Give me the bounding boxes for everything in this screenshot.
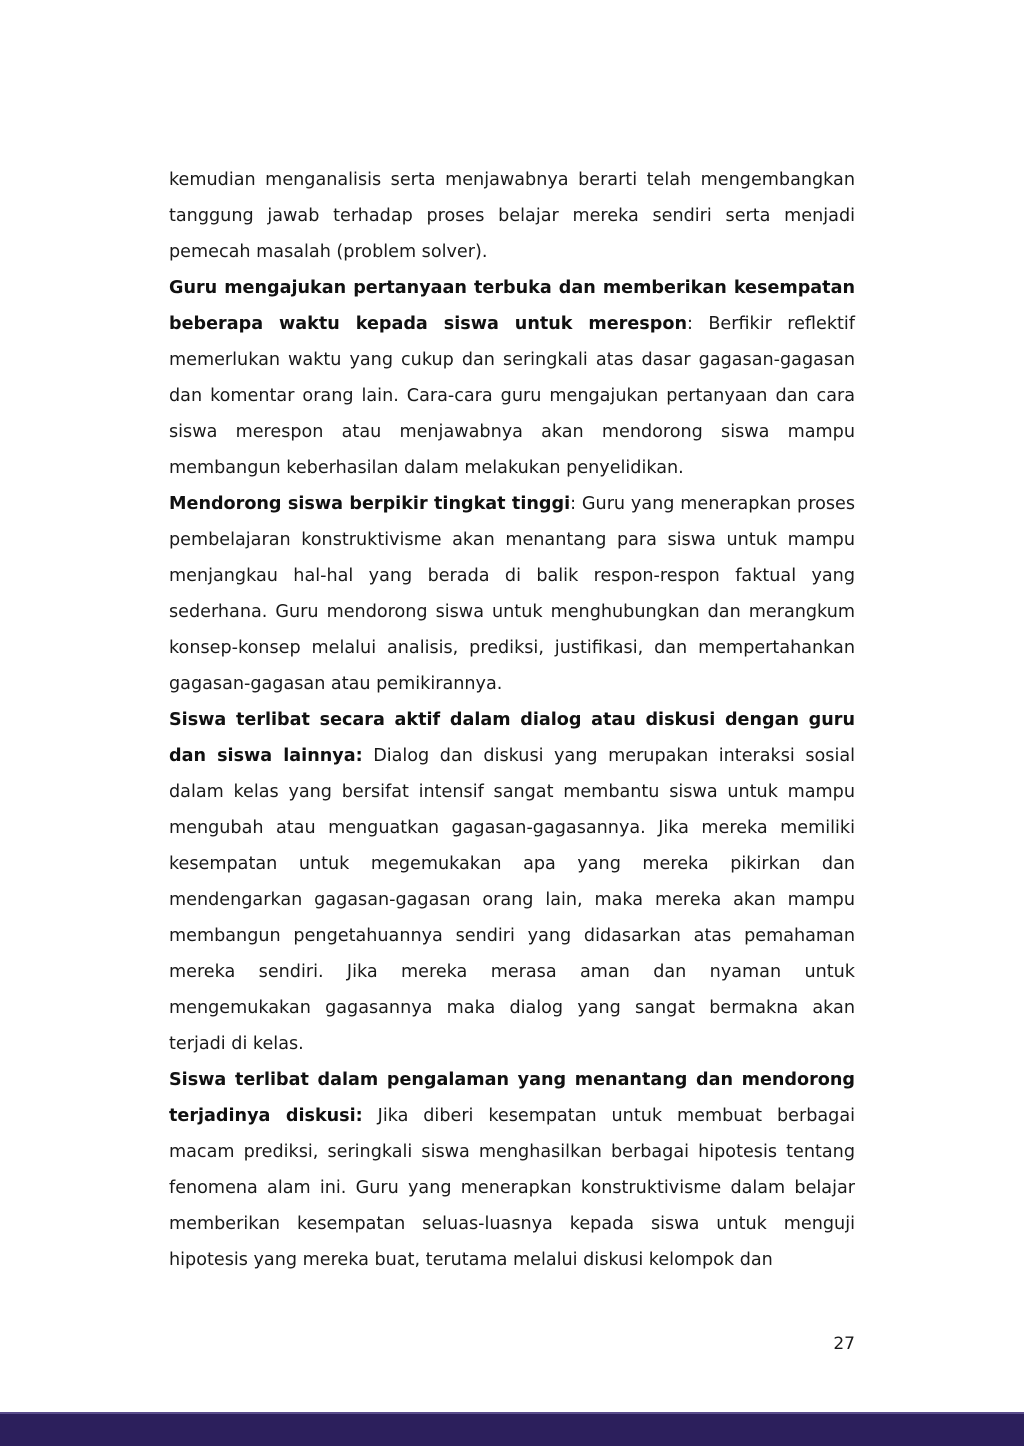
- paragraph-lead: Mendorong siswa berpikir tingkat tinggi: [169, 494, 571, 514]
- paragraph-higher-order-thinking: [169, 486, 855, 702]
- paragraph-separator: [363, 1106, 378, 1126]
- paragraph-lead: Guru mengajukan pertanyaan terbuka dan memberikan kesempatan beberapa waktu kepada siswa untuk merespon: [169, 278, 855, 334]
- page-body: [169, 162, 855, 1278]
- paragraph-text: Jika diberi kesempatan untuk membuat berbagai macam prediksi, seringkali siswa menghasilkan berbagai hipotesis tentang fenomena alam ini. Guru yang menerapkan konstruktivisme dalam belajar memberikan kesempatan seluas-luasnya kepada siswa untuk menguji hipotesis yang mereka buat, terutama melalui diskusi kelompok dan: [169, 1106, 855, 1270]
- paragraph-text: Guru yang menerapkan proses pembelajaran konstruktivisme akan menantang para siswa untuk mampu menjangkau hal-hal yang berada di balik respon-respon faktual yang sederhana. Guru mendorong siswa untuk menghubungkan dan merangkum konsep-konsep melalui analisis, prediksi, justifikasi, dan mempertahankan gagasan-gagasan atau pemikirannya.: [169, 494, 855, 694]
- paragraph-active-dialog: [169, 702, 855, 1062]
- paragraph-separator: :: [570, 494, 582, 514]
- paragraph-separator: [363, 746, 374, 766]
- page-number: 27: [833, 1334, 855, 1354]
- paragraph-lead: Siswa terlibat dalam pengalaman yang menantang dan mendorong terjadinya diskusi:: [169, 1070, 855, 1126]
- paragraph-open-questions: [169, 270, 855, 486]
- paragraph-continuation: [169, 162, 855, 270]
- paragraph-text: Dialog dan diskusi yang merupakan interaksi sosial dalam kelas yang bersifat intensif sangat membantu siswa untuk mampu mengubah atau menguatkan gagasan-gagasannya. Jika mereka memiliki kesempatan untuk megemukakan apa yang mereka pikirkan dan mendengarkan gagasan-gagasan orang lain, maka mereka akan mampu membangun pengetahuannya sendiri yang didasarkan atas pemahaman mereka sendiri. Jika mereka merasa aman dan nyaman untuk mengemukakan gagasannya maka dialog yang sangat bermakna akan terjadi di kelas.: [169, 746, 855, 1054]
- paragraph-text: Berfikir reflektif memerlukan waktu yang cukup dan seringkali atas dasar gagasan-gagasan dan komentar orang lain. Cara-cara guru mengajukan pertanyaan dan cara siswa merespon atau menjawabnya akan mendorong siswa mampu membangun keberhasilan dalam melakukan penyelidikan.: [169, 314, 856, 478]
- paragraph-lead: Siswa terlibat secara aktif dalam dialog atau diskusi dengan guru dan siswa lainnya:: [169, 710, 855, 766]
- paragraph-separator: :: [686, 314, 709, 334]
- paragraph-text: kemudian menganalisis serta menjawabnya berarti telah mengembangkan tanggung jawab terhadap proses belajar mereka sendiri serta menjadi pemecah masalah (problem solver).: [169, 170, 855, 262]
- paragraph-challenging-experience: [169, 1062, 855, 1278]
- footer-bar: [0, 1412, 1024, 1446]
